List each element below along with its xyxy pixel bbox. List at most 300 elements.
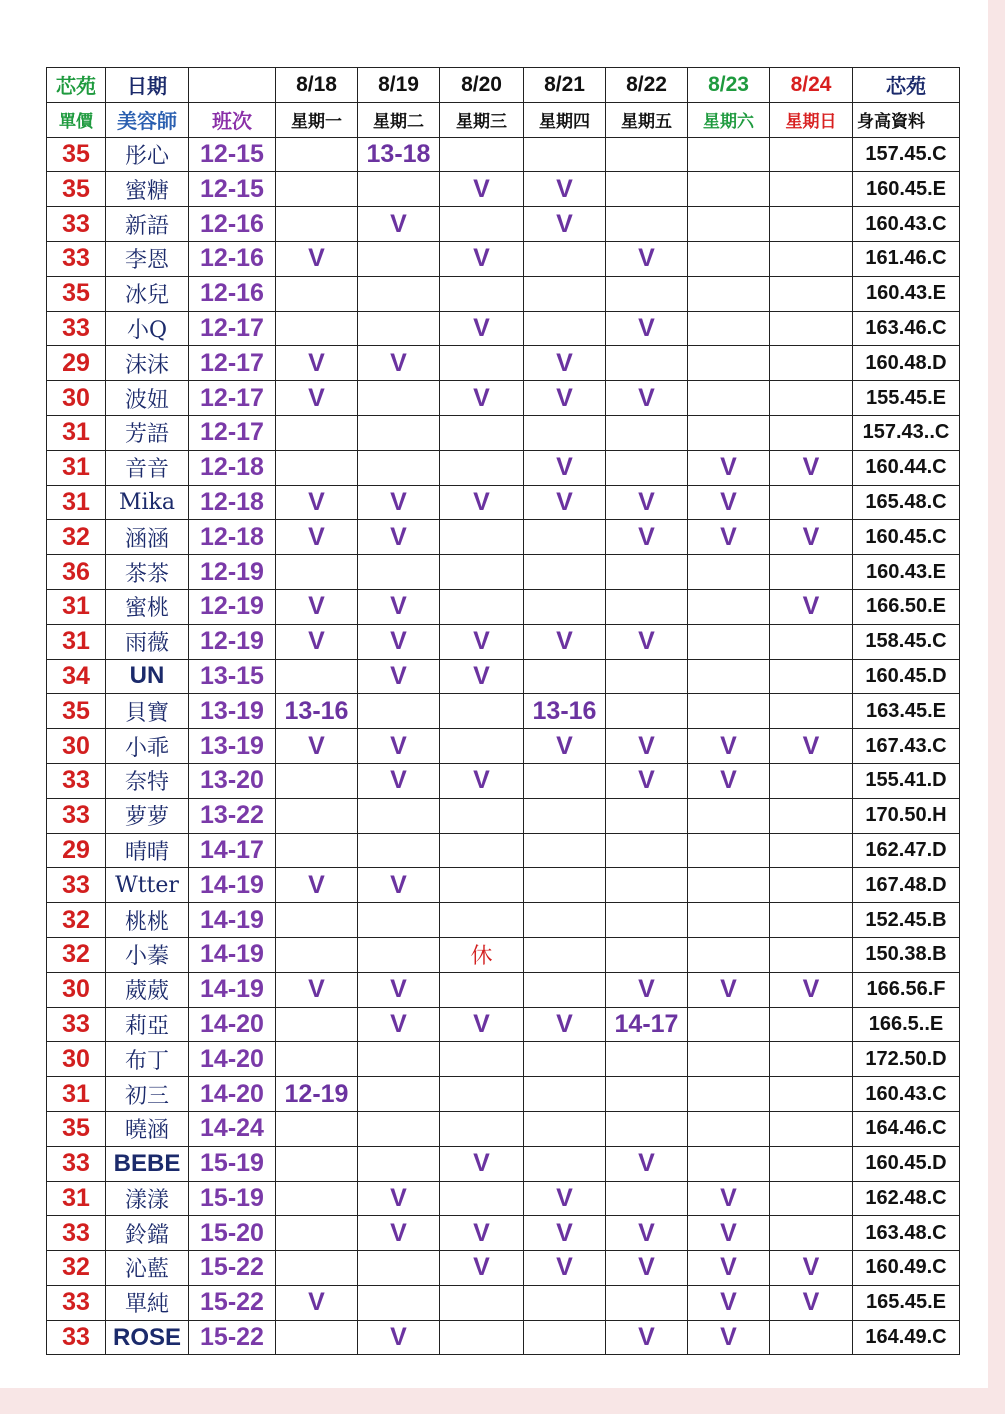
day-cell-sun: V — [770, 972, 853, 1007]
day-cell-sun — [770, 381, 853, 416]
table-row — [47, 137, 960, 172]
day-cell-sat — [688, 1111, 770, 1146]
shift-cell: 12-17 — [189, 311, 276, 346]
weekday-cell-sat: 星期六 — [688, 102, 770, 137]
day-cell-fri: V — [606, 520, 688, 555]
day-cell-tue — [358, 241, 440, 276]
stylist-name-cell: 新語 — [106, 207, 189, 242]
day-cell-wed: V — [440, 1216, 524, 1251]
weekday-cell-mon: 星期一 — [276, 102, 358, 137]
day-cell-mon — [276, 555, 358, 590]
day-cell-thu — [524, 972, 606, 1007]
day-cell-mon — [276, 172, 358, 207]
height-data-cell: 167.43.C — [853, 729, 960, 764]
day-cell-thu — [524, 937, 606, 972]
shift-label-cell: 班次 — [189, 102, 276, 137]
table-row — [47, 694, 960, 729]
day-cell-sun — [770, 1216, 853, 1251]
day-cell-mon — [276, 659, 358, 694]
day-cell-sat — [688, 937, 770, 972]
day-cell-sat: V — [688, 763, 770, 798]
day-cell-sun — [770, 1111, 853, 1146]
day-cell-sun: V — [770, 589, 853, 624]
day-cell-sun — [770, 415, 853, 450]
shift-cell: 14-20 — [189, 1042, 276, 1077]
weekday-cell-fri: 星期五 — [606, 102, 688, 137]
day-cell-wed: 休 — [440, 937, 524, 972]
height-data-cell: 160.43.E — [853, 276, 960, 311]
day-cell-tue — [358, 1042, 440, 1077]
day-cell-mon — [276, 1111, 358, 1146]
stylist-name-cell: 萝萝 — [106, 798, 189, 833]
day-cell-tue — [358, 381, 440, 416]
stylist-name-cell: 奈特 — [106, 763, 189, 798]
stylist-name-cell: 小乖 — [106, 729, 189, 764]
date-cell-tue: 8/19 — [358, 68, 440, 103]
price-cell: 32 — [47, 903, 106, 938]
day-cell-sat — [688, 624, 770, 659]
day-cell-mon — [276, 207, 358, 242]
day-cell-sat — [688, 172, 770, 207]
shift-cell: 14-17 — [189, 833, 276, 868]
day-cell-sat — [688, 903, 770, 938]
day-cell-fri: V — [606, 485, 688, 520]
day-cell-wed: V — [440, 659, 524, 694]
shift-cell: 12-19 — [189, 624, 276, 659]
price-cell: 33 — [47, 207, 106, 242]
day-cell-thu — [524, 903, 606, 938]
stylist-name-cell: 布丁 — [106, 1042, 189, 1077]
height-data-cell: 164.49.C — [853, 1320, 960, 1355]
stylist-name-cell: 桃桃 — [106, 903, 189, 938]
day-cell-sun: V — [770, 450, 853, 485]
stylist-label-cell: 美容師 — [106, 102, 189, 137]
table-row — [47, 763, 960, 798]
day-cell-fri — [606, 346, 688, 381]
day-cell-fri: V — [606, 1320, 688, 1355]
day-cell-wed — [440, 1111, 524, 1146]
day-cell-tue: V — [358, 763, 440, 798]
day-cell-sun — [770, 1181, 853, 1216]
day-cell-sat: V — [688, 450, 770, 485]
day-cell-tue — [358, 1251, 440, 1286]
day-cell-thu: V — [524, 450, 606, 485]
height-data-cell: 160.43.C — [853, 1077, 960, 1112]
day-cell-fri — [606, 1111, 688, 1146]
shift-cell: 12-18 — [189, 450, 276, 485]
day-cell-sun — [770, 241, 853, 276]
price-cell: 30 — [47, 972, 106, 1007]
day-cell-sat — [688, 589, 770, 624]
day-cell-fri — [606, 868, 688, 903]
weekday-cell-wed: 星期三 — [440, 102, 524, 137]
day-cell-thu — [524, 589, 606, 624]
price-cell: 29 — [47, 346, 106, 381]
day-cell-tue — [358, 415, 440, 450]
price-cell: 35 — [47, 276, 106, 311]
day-cell-thu: V — [524, 172, 606, 207]
height-data-cell: 160.48.D — [853, 346, 960, 381]
day-cell-wed — [440, 972, 524, 1007]
day-cell-fri — [606, 415, 688, 450]
table-row — [47, 1077, 960, 1112]
price-cell: 35 — [47, 1111, 106, 1146]
day-cell-wed — [440, 520, 524, 555]
price-cell: 33 — [47, 1007, 106, 1042]
day-cell-tue — [358, 937, 440, 972]
day-cell-mon — [276, 415, 358, 450]
stylist-name-cell: 小蓁 — [106, 937, 189, 972]
table-row — [47, 659, 960, 694]
day-cell-mon — [276, 798, 358, 833]
day-cell-mon — [276, 1320, 358, 1355]
date-cell-sat: 8/23 — [688, 68, 770, 103]
day-cell-tue — [358, 694, 440, 729]
price-cell: 33 — [47, 763, 106, 798]
day-cell-mon — [276, 311, 358, 346]
height-data-cell: 160.49.C — [853, 1251, 960, 1286]
day-cell-fri — [606, 589, 688, 624]
height-data-cell: 150.38.B — [853, 937, 960, 972]
day-cell-fri: 14-17 — [606, 1007, 688, 1042]
shift-cell: 14-19 — [189, 972, 276, 1007]
table-row — [47, 798, 960, 833]
blank-header-cell — [189, 68, 276, 103]
day-cell-tue — [358, 1111, 440, 1146]
day-cell-sun — [770, 311, 853, 346]
day-cell-wed: V — [440, 1251, 524, 1286]
day-cell-mon: V — [276, 1285, 358, 1320]
stylist-name-cell: 茶茶 — [106, 555, 189, 590]
day-cell-tue — [358, 555, 440, 590]
price-cell: 33 — [47, 798, 106, 833]
day-cell-fri: V — [606, 729, 688, 764]
day-cell-thu: 13-16 — [524, 694, 606, 729]
shift-cell: 13-20 — [189, 763, 276, 798]
price-cell: 35 — [47, 172, 106, 207]
day-cell-wed — [440, 868, 524, 903]
height-data-cell: 155.41.D — [853, 763, 960, 798]
stylist-name-cell: 莉亞 — [106, 1007, 189, 1042]
stylist-name-cell: 沁藍 — [106, 1251, 189, 1286]
table-row — [47, 1007, 960, 1042]
day-cell-sun — [770, 485, 853, 520]
day-cell-fri — [606, 1042, 688, 1077]
price-cell: 33 — [47, 1146, 106, 1181]
day-cell-fri: V — [606, 241, 688, 276]
day-cell-fri — [606, 207, 688, 242]
table-row — [47, 346, 960, 381]
height-data-cell: 160.43.E — [853, 555, 960, 590]
day-cell-fri — [606, 659, 688, 694]
table-row — [47, 833, 960, 868]
day-cell-wed — [440, 694, 524, 729]
day-cell-fri — [606, 694, 688, 729]
day-cell-fri — [606, 450, 688, 485]
shift-cell: 15-22 — [189, 1251, 276, 1286]
day-cell-sat: V — [688, 1251, 770, 1286]
price-cell: 33 — [47, 311, 106, 346]
stylist-name-cell: 彤心 — [106, 137, 189, 172]
day-cell-sat — [688, 555, 770, 590]
shift-cell: 14-19 — [189, 903, 276, 938]
shift-cell: 14-20 — [189, 1007, 276, 1042]
stylist-name-cell: 蜜糖 — [106, 172, 189, 207]
table-row — [47, 415, 960, 450]
shift-cell: 14-19 — [189, 868, 276, 903]
day-cell-thu: V — [524, 381, 606, 416]
stylist-name-cell: 鈴鐺 — [106, 1216, 189, 1251]
day-cell-sat — [688, 241, 770, 276]
shift-cell: 12-15 — [189, 172, 276, 207]
day-cell-tue: V — [358, 520, 440, 555]
day-cell-sun: V — [770, 1285, 853, 1320]
day-cell-mon — [276, 137, 358, 172]
date-label-cell: 日期 — [106, 68, 189, 103]
day-cell-fri — [606, 833, 688, 868]
day-cell-mon — [276, 1181, 358, 1216]
day-cell-thu — [524, 415, 606, 450]
shift-cell: 12-18 — [189, 520, 276, 555]
day-cell-wed — [440, 207, 524, 242]
day-cell-wed — [440, 1181, 524, 1216]
price-label-cell: 單價 — [47, 102, 106, 137]
day-cell-mon: 12-19 — [276, 1077, 358, 1112]
day-cell-fri: V — [606, 1251, 688, 1286]
day-cell-sat: V — [688, 1320, 770, 1355]
table-row — [47, 207, 960, 242]
day-cell-wed — [440, 1077, 524, 1112]
price-cell: 32 — [47, 520, 106, 555]
day-cell-sat — [688, 868, 770, 903]
height-data-cell: 164.46.C — [853, 1111, 960, 1146]
table-row — [47, 1111, 960, 1146]
day-cell-wed — [440, 589, 524, 624]
day-cell-sun — [770, 555, 853, 590]
day-cell-sun — [770, 624, 853, 659]
day-cell-mon: V — [276, 520, 358, 555]
day-cell-wed — [440, 276, 524, 311]
shift-cell: 14-20 — [189, 1077, 276, 1112]
day-cell-fri: V — [606, 972, 688, 1007]
stylist-name-cell: 李恩 — [106, 241, 189, 276]
height-data-cell: 157.45.C — [853, 137, 960, 172]
shift-cell: 15-19 — [189, 1146, 276, 1181]
day-cell-sun — [770, 763, 853, 798]
height-data-cell: 160.45.C — [853, 520, 960, 555]
date-cell-wed: 8/20 — [440, 68, 524, 103]
shift-cell: 12-15 — [189, 137, 276, 172]
day-cell-sun — [770, 1146, 853, 1181]
day-cell-thu — [524, 276, 606, 311]
height-data-cell: 163.46.C — [853, 311, 960, 346]
price-cell: 32 — [47, 937, 106, 972]
day-cell-thu — [524, 1077, 606, 1112]
height-data-cell: 160.43.C — [853, 207, 960, 242]
stylist-name-cell: 晴晴 — [106, 833, 189, 868]
height-data-cell: 166.50.E — [853, 589, 960, 624]
day-cell-thu — [524, 833, 606, 868]
price-cell: 30 — [47, 381, 106, 416]
day-cell-mon: V — [276, 589, 358, 624]
day-cell-mon: V — [276, 381, 358, 416]
day-cell-sun — [770, 903, 853, 938]
height-data-cell: 162.47.D — [853, 833, 960, 868]
day-cell-tue — [358, 1146, 440, 1181]
day-cell-sat — [688, 833, 770, 868]
price-cell: 35 — [47, 694, 106, 729]
day-cell-tue — [358, 311, 440, 346]
day-cell-wed — [440, 1285, 524, 1320]
day-cell-thu — [524, 868, 606, 903]
shift-cell: 12-19 — [189, 555, 276, 590]
day-cell-thu: V — [524, 485, 606, 520]
shift-cell: 12-16 — [189, 241, 276, 276]
table-row — [47, 1146, 960, 1181]
day-cell-sat — [688, 659, 770, 694]
day-cell-sun — [770, 137, 853, 172]
day-cell-thu: V — [524, 624, 606, 659]
table-row — [47, 172, 960, 207]
day-cell-thu: V — [524, 1216, 606, 1251]
day-cell-thu: V — [524, 1007, 606, 1042]
day-cell-tue: V — [358, 659, 440, 694]
day-cell-sun — [770, 694, 853, 729]
day-cell-tue — [358, 450, 440, 485]
day-cell-thu: V — [524, 1181, 606, 1216]
day-cell-thu: V — [524, 207, 606, 242]
day-cell-mon: V — [276, 624, 358, 659]
price-cell: 31 — [47, 1181, 106, 1216]
table-row — [47, 624, 960, 659]
day-cell-tue: V — [358, 589, 440, 624]
day-cell-sun — [770, 1320, 853, 1355]
day-cell-tue: V — [358, 972, 440, 1007]
shift-cell: 12-16 — [189, 207, 276, 242]
stylist-name-cell: 冰兒 — [106, 276, 189, 311]
day-cell-wed — [440, 1320, 524, 1355]
day-cell-fri — [606, 1181, 688, 1216]
table-row — [47, 555, 960, 590]
stylist-name-cell: 小Q — [106, 311, 189, 346]
weekday-cell-thu: 星期四 — [524, 102, 606, 137]
day-cell-tue: V — [358, 485, 440, 520]
day-cell-fri: V — [606, 311, 688, 346]
day-cell-thu — [524, 555, 606, 590]
day-cell-thu — [524, 1320, 606, 1355]
day-cell-fri: V — [606, 763, 688, 798]
height-data-cell: 172.50.D — [853, 1042, 960, 1077]
stylist-name-cell: 芳語 — [106, 415, 189, 450]
stylist-name-cell: 音音 — [106, 450, 189, 485]
day-cell-tue — [358, 1285, 440, 1320]
day-cell-tue: V — [358, 868, 440, 903]
price-cell: 31 — [47, 415, 106, 450]
day-cell-sun: V — [770, 520, 853, 555]
day-cell-tue: V — [358, 1320, 440, 1355]
table-row — [47, 903, 960, 938]
day-cell-tue: V — [358, 1216, 440, 1251]
stylist-name-cell: 蜜桃 — [106, 589, 189, 624]
stylist-name-cell: BEBE — [106, 1146, 189, 1181]
day-cell-thu: V — [524, 1251, 606, 1286]
day-cell-sun — [770, 1042, 853, 1077]
day-cell-mon: V — [276, 868, 358, 903]
day-cell-fri: V — [606, 381, 688, 416]
day-cell-sun — [770, 346, 853, 381]
price-cell: 30 — [47, 1042, 106, 1077]
day-cell-tue: V — [358, 207, 440, 242]
shift-cell: 14-19 — [189, 937, 276, 972]
day-cell-sat — [688, 346, 770, 381]
day-cell-wed: V — [440, 624, 524, 659]
shift-cell: 13-19 — [189, 694, 276, 729]
day-cell-tue — [358, 172, 440, 207]
shift-cell: 12-16 — [189, 276, 276, 311]
stylist-name-cell: 單純 — [106, 1285, 189, 1320]
stylist-name-cell: 貝寶 — [106, 694, 189, 729]
price-cell: 33 — [47, 1320, 106, 1355]
price-cell: 31 — [47, 450, 106, 485]
day-cell-sat — [688, 276, 770, 311]
height-data-cell: 160.45.E — [853, 172, 960, 207]
price-cell: 31 — [47, 485, 106, 520]
shift-cell: 12-17 — [189, 381, 276, 416]
day-cell-mon — [276, 1216, 358, 1251]
day-cell-tue — [358, 833, 440, 868]
date-cell-thu: 8/21 — [524, 68, 606, 103]
brand-left-cell: 芯苑 — [47, 68, 106, 103]
date-cell-mon: 8/18 — [276, 68, 358, 103]
day-cell-wed: V — [440, 311, 524, 346]
shift-cell: 12-18 — [189, 485, 276, 520]
day-cell-thu — [524, 1146, 606, 1181]
height-data-cell: 158.45.C — [853, 624, 960, 659]
brand-right-cell: 芯苑 — [853, 68, 960, 103]
day-cell-tue: V — [358, 346, 440, 381]
day-cell-sun — [770, 1077, 853, 1112]
stylist-name-cell: 沫沫 — [106, 346, 189, 381]
day-cell-mon — [276, 763, 358, 798]
table-row — [47, 485, 960, 520]
height-data-cell: 162.48.C — [853, 1181, 960, 1216]
table-row — [47, 1042, 960, 1077]
stylist-name-cell: 雨薇 — [106, 624, 189, 659]
table-row — [47, 276, 960, 311]
weekday-cell-sun: 星期日 — [770, 102, 853, 137]
day-cell-thu — [524, 763, 606, 798]
price-cell: 31 — [47, 1077, 106, 1112]
shift-cell: 15-22 — [189, 1285, 276, 1320]
table-row — [47, 1216, 960, 1251]
day-cell-sun: V — [770, 729, 853, 764]
day-cell-sat: V — [688, 520, 770, 555]
height-data-cell: 166.5..E — [853, 1007, 960, 1042]
header-row-dates — [47, 68, 960, 103]
price-cell: 31 — [47, 624, 106, 659]
day-cell-fri — [606, 937, 688, 972]
day-cell-wed: V — [440, 381, 524, 416]
day-cell-tue: V — [358, 624, 440, 659]
day-cell-tue: V — [358, 1181, 440, 1216]
table-row — [47, 520, 960, 555]
day-cell-wed: V — [440, 763, 524, 798]
shift-cell: 15-20 — [189, 1216, 276, 1251]
day-cell-sat — [688, 798, 770, 833]
height-data-cell: 167.48.D — [853, 868, 960, 903]
stylist-name-cell: Wtter — [106, 868, 189, 903]
day-cell-sun — [770, 276, 853, 311]
